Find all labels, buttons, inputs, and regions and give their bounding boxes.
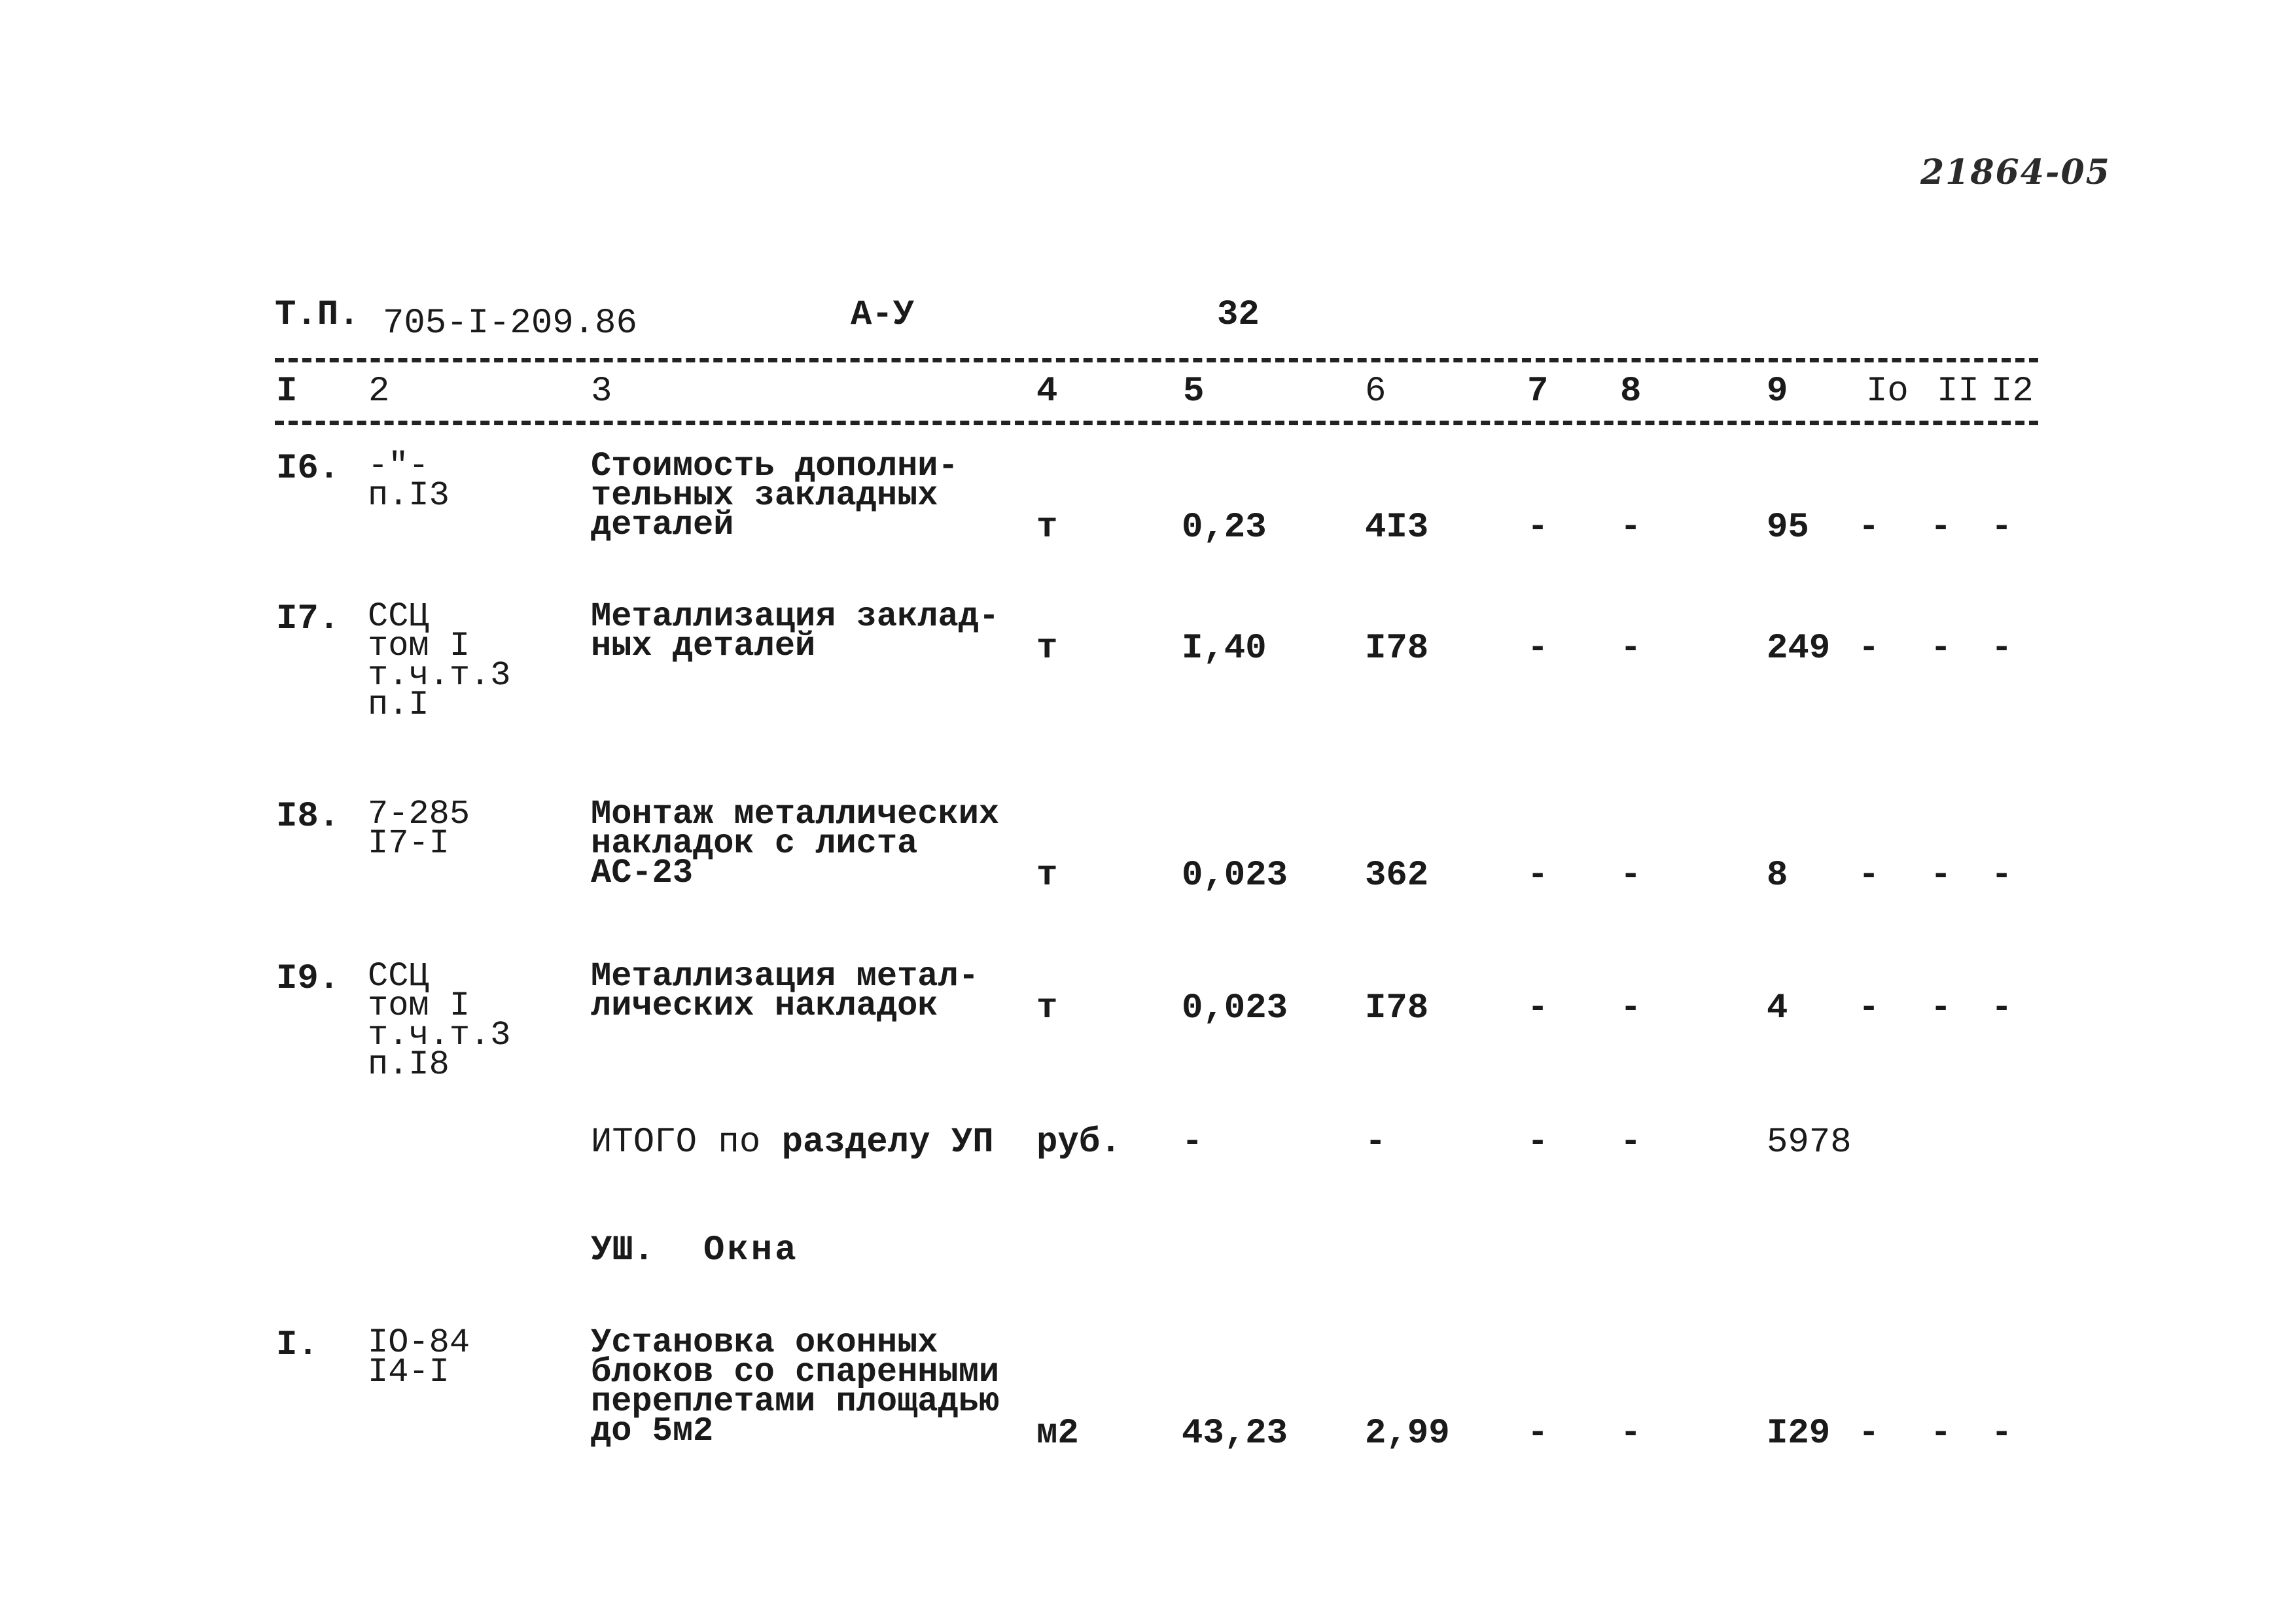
row-number: I6. (276, 449, 340, 489)
row-description: Установка оконных блоков со спаренными переплетами площадью до 5м2 (591, 1323, 1000, 1450)
row-col10: - (1858, 508, 1880, 548)
row-col7: - (1527, 1414, 1549, 1454)
row-col12: - (1991, 1414, 2013, 1454)
row-description: Металлизация метал- лических накладок (591, 957, 979, 1025)
row-col11: - (1930, 508, 1952, 548)
section-number: УШ. (591, 1230, 655, 1270)
row-number: I. (276, 1325, 319, 1365)
subtotal-label-bold: разделу УП (781, 1123, 994, 1162)
row-col8: - (1620, 856, 1642, 896)
row-col8: - (1620, 988, 1642, 1028)
row-price: 2,99 (1365, 1414, 1450, 1454)
row-col11: - (1930, 1414, 1952, 1454)
row-reference: -"- п.I3 (368, 447, 450, 515)
col-header-12: I2 (1991, 372, 2034, 411)
row-total: 95 (1767, 508, 1809, 548)
subtotal-quantity: - (1182, 1123, 1203, 1162)
row-col12: - (1991, 629, 2013, 669)
row-col7: - (1527, 629, 1549, 669)
row-total: I29 (1767, 1414, 1831, 1454)
album-code: А-У (851, 295, 915, 335)
row-quantity: 0,023 (1182, 988, 1288, 1028)
row-col7: - (1527, 856, 1549, 896)
row-col11: - (1930, 856, 1952, 896)
col-header-7: 7 (1527, 372, 1549, 411)
row-col10: - (1858, 629, 1880, 669)
archive-stamp: 21864-05 (1920, 152, 2111, 192)
project-code: 705-I-209.86 (383, 304, 637, 343)
header-bottom-rule (275, 421, 2038, 425)
col-header-3: 3 (591, 372, 612, 411)
col-header-2: 2 (368, 372, 390, 411)
header-top-rule (275, 358, 2038, 362)
row-quantity: 43,23 (1182, 1414, 1288, 1454)
row-quantity: I,40 (1182, 629, 1267, 669)
col-header-5: 5 (1183, 372, 1205, 411)
row-col8: - (1620, 508, 1642, 548)
row-total: 8 (1767, 856, 1788, 896)
row-price: I78 (1365, 988, 1429, 1028)
row-description: Монтаж металлических накладок с листа АС-23 (591, 795, 1000, 892)
col-header-9: 9 (1767, 372, 1788, 411)
section-title: Окна (703, 1230, 799, 1270)
row-unit: т (1036, 856, 1058, 896)
row-price: 4I3 (1365, 508, 1429, 548)
col-header-1: I (276, 372, 298, 411)
row-unit: м2 (1036, 1414, 1079, 1454)
row-number: I7. (276, 599, 340, 639)
row-col12: - (1991, 856, 2013, 896)
row-unit: т (1036, 508, 1058, 548)
row-description: Стоимость дополни- тельных закладных деталей (591, 447, 959, 544)
page-number: 32 (1217, 295, 1260, 335)
row-quantity: 0,23 (1182, 508, 1267, 548)
row-number: I8. (276, 797, 340, 837)
subtotal-total: 5978 (1767, 1123, 1852, 1162)
subtotal-col7: - (1527, 1123, 1549, 1162)
row-total: 249 (1767, 629, 1831, 669)
row-price: 362 (1365, 856, 1429, 896)
row-col8: - (1620, 629, 1642, 669)
col-header-10: Iо (1866, 372, 1909, 411)
row-col10: - (1858, 988, 1880, 1028)
row-reference: IО-84 I4-I (368, 1323, 470, 1391)
row-reference: ССЦ том I т.ч.т.3 п.I (368, 597, 511, 724)
row-col10: - (1858, 856, 1880, 896)
col-header-4: 4 (1036, 372, 1058, 411)
col-header-8: 8 (1620, 372, 1642, 411)
project-label: Т.П. (275, 295, 360, 335)
row-quantity: 0,023 (1182, 856, 1288, 896)
row-number: I9. (276, 959, 340, 999)
row-col10: - (1858, 1414, 1880, 1454)
subtotal-unit: руб. (1036, 1123, 1122, 1162)
row-col8: - (1620, 1414, 1642, 1454)
subtotal-label-regular: ИТОГО по (591, 1123, 782, 1162)
row-price: I78 (1365, 629, 1429, 669)
col-header-6: 6 (1365, 372, 1386, 411)
row-col7: - (1527, 508, 1549, 548)
row-reference: ССЦ том I т.ч.т.3 п.I8 (368, 957, 511, 1084)
row-reference: 7-285 I7-I (368, 795, 470, 863)
row-col11: - (1930, 988, 1952, 1028)
row-description: Металлизация заклад- ных деталей (591, 597, 1000, 665)
subtotal-col8: - (1620, 1123, 1642, 1162)
row-unit: т (1036, 629, 1058, 669)
subtotal-label (591, 1125, 994, 1161)
row-unit: т (1036, 988, 1058, 1028)
row-col12: - (1991, 988, 2013, 1028)
col-header-11: II (1937, 372, 1979, 411)
row-col11: - (1930, 629, 1952, 669)
row-col7: - (1527, 988, 1549, 1028)
row-col12: - (1991, 508, 2013, 548)
subtotal-price: - (1365, 1123, 1386, 1162)
row-total: 4 (1767, 988, 1788, 1028)
